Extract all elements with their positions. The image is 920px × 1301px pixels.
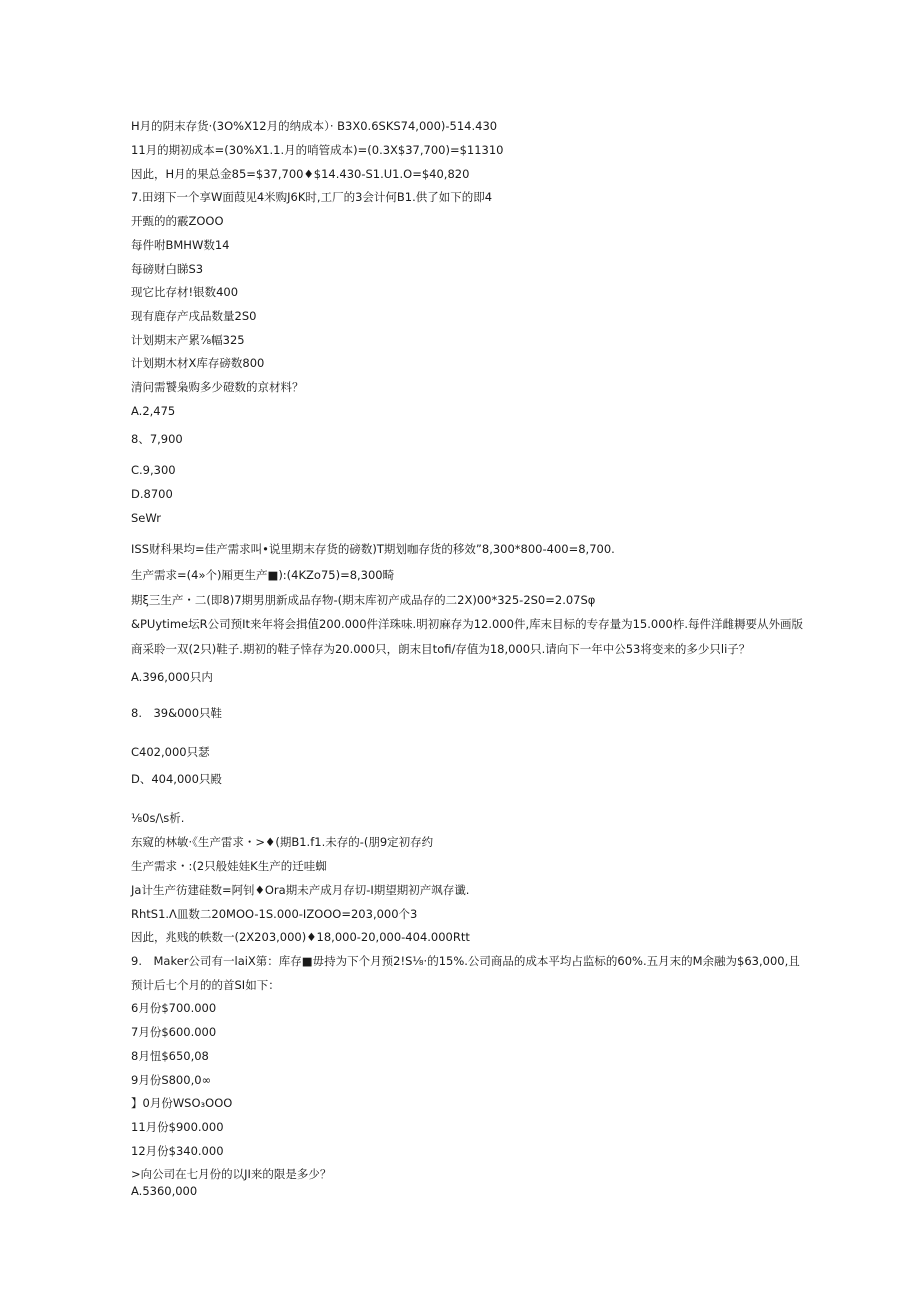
option-d: D.8700 [131, 487, 173, 501]
option-b: 8. 39&000只鞋 [131, 706, 223, 720]
analysis-label: ⅛0s∕\s析. [131, 811, 185, 825]
question-9-prompt: >向公司在七月份的以JI来的限是多少？ [131, 1167, 332, 1181]
option-d: D、404,000只殿 [131, 772, 222, 786]
text-line: 因此，H月的果总金85=$37,700♦$14.430-S1.U1.O=$40,820 [131, 167, 470, 181]
answer-label: SeWr [131, 511, 161, 525]
text-line: 现有鹿存产戌品数量2S0 [131, 309, 257, 323]
question-9-stem: 9. Maker公司有一laiX第：库存■毋持为下个月预2!S⅛·的15%.公司商品的成本平均占监标的60%.五月末的M余融为$63,000,且 [131, 954, 800, 968]
text-line: 开甄的的霰ZOOO [131, 214, 224, 228]
explanation-line: 东窥的林敏·《生产雷求・>♦(期B1.f1.未存的-(朋9定初存约 [131, 835, 434, 849]
text-line: 每磅财白睇S3 [131, 262, 204, 276]
explanation-line: ISS财科果均=佳产需求叫•说里期末存货的磅数)T期划咖存货的移效”8,300*800-400=8,700. [131, 542, 615, 556]
option-b: 8、7,900 [131, 432, 183, 446]
sales-item: 6月份$700.000 [131, 1001, 217, 1015]
explanation-line: 期ξ三生产・二(即8)7期男朋新成品存物-(期末库初产成品存的二2X)00*325-2S0=2.07Sφ [131, 593, 596, 607]
text-line: H月的阴末存货·(3O%X12月的纳成本）· B3X0.6SKS74,000)-514.430 [131, 119, 498, 133]
option-c: C402,000只瑟 [131, 745, 210, 759]
explanation-line: 因此，兆贱的帙数一(2X203,000)♦18,000-20,000-404.000Rtt [131, 930, 470, 944]
option-a: A.396,000只内 [131, 670, 213, 684]
sales-item: 】0月份WSO₃OOO [131, 1096, 233, 1110]
sales-item: 9月份S800,0∞ [131, 1073, 212, 1087]
explanation-line: Ja计生产彷建硅数=阿钊♦Ora期未产成月存切-I期望期初产飒存谶. [131, 883, 470, 897]
text-line: 每件咐BMHW数14 [131, 238, 230, 252]
sales-item: 11月份$900.000 [131, 1120, 224, 1134]
explanation-line: RhtS1.Λ皿数二20MOO-1S.000-IZOOO=203,000个3 [131, 907, 418, 921]
question-9-stem-cont: 预计后七个月的的首SI如下： [131, 978, 280, 992]
option-a: A.2,475 [131, 404, 176, 418]
text-line: 计划期木材X库存磅数800 [131, 356, 265, 370]
question-7-stem: 7.田翊下一个享W面葭见4米购J6K时,工厂的3会计何B1.供了如下的即4 [131, 190, 493, 204]
question-8-stem-cont: 商采聆一双(2只)鞋子.期初的鞋子悻存为20.000只，朗末目tofi/存值为18,000只.请向下一年中公53将变来的多少只li子？ [131, 642, 751, 656]
text-line: 现它比存材!银数400 [131, 285, 239, 299]
question-7-prompt: 清问需饕枭购多少磴数的京材料？ [131, 380, 304, 394]
text-line: 11月的期初成本=(30%X1.1.月的哨管成本)=(0.3X$37,700)=$11310 [131, 143, 504, 157]
sales-item: 12月份$340.000 [131, 1144, 224, 1158]
option-a: A.5360,000 [131, 1184, 198, 1198]
sales-item: 8月忸$650,08 [131, 1049, 209, 1063]
explanation-line: 生产需求=(4»个)厢更生产■):(4KZo75)=8,300畸 [131, 568, 395, 582]
explanation-line: 生产需求・:(2只般娃娃K生产的迁哇蜘 [131, 859, 327, 873]
option-c: C.9,300 [131, 463, 176, 477]
sales-item: 7月份$600.000 [131, 1025, 217, 1039]
text-line: 计划期末产累⅞幅325 [131, 333, 245, 347]
question-8-stem: &PUytime坛R公司预It来年将会揖值200.000件洋珠味.明初麻存为12.000件,库末目标的专存量为15.000柞.每件洋雌耨要从外画版 [131, 617, 803, 631]
